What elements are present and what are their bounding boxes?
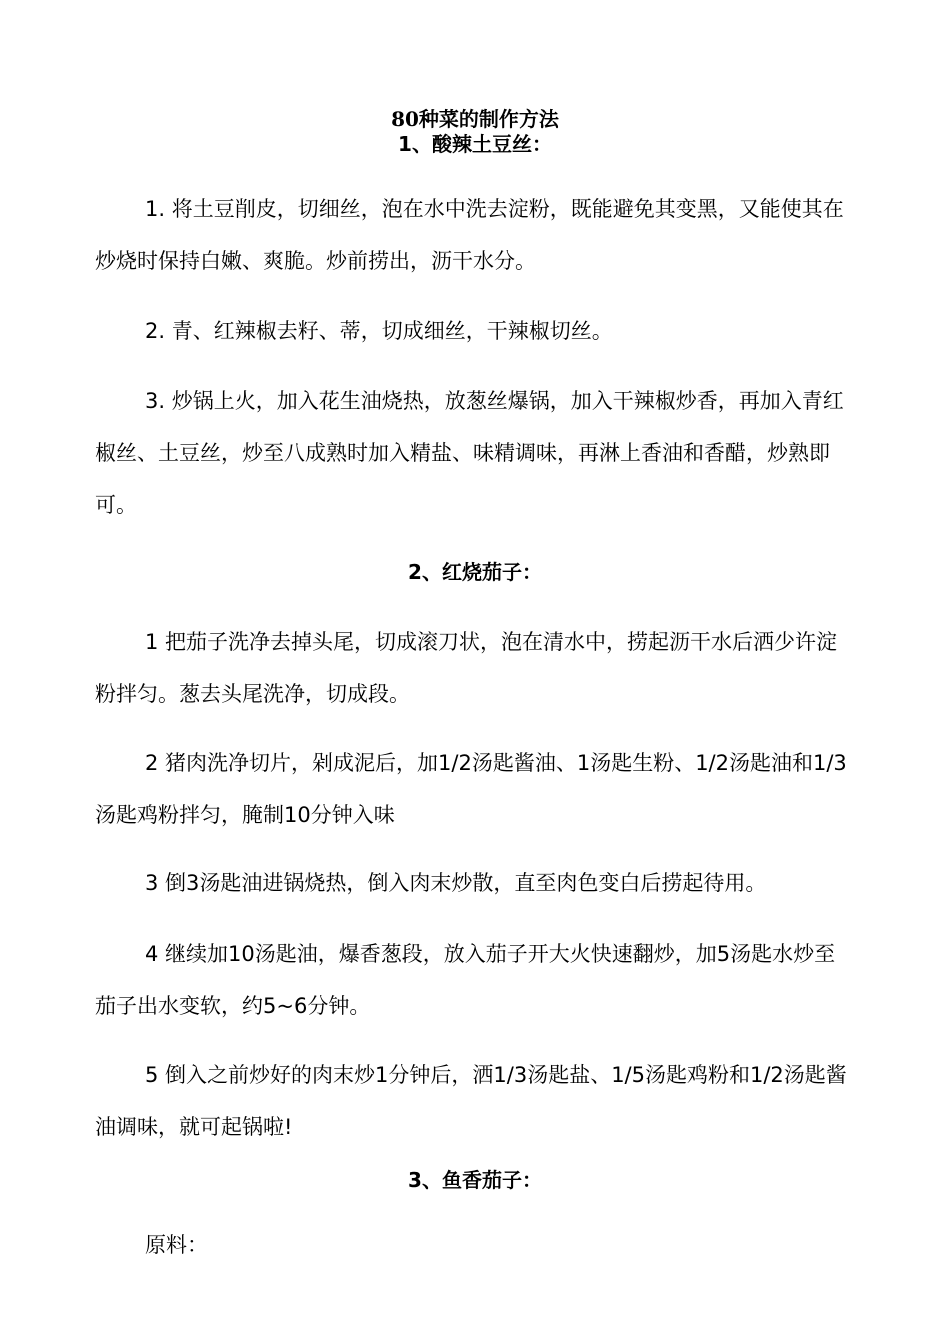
section-2-step-3: 3 倒3汤匙油进锅烧热，倒入肉末炒散，直至肉色变白后捞起待用。: [145, 871, 767, 895]
section-1-step-1: 1. 将土豆削皮，切细丝，泡在水中洗去淀粉，既能避免其变黑，又能使其在炒烧时保持白嫩、爽脆。炒前捞出，沥干水分。: [95, 197, 844, 273]
section-2-step-4: 4 继续加10汤匙油，爆香葱段，放入茄子开大火快速翻炒，加5汤匙水炒至茄子出水变软，约5~6分钟。: [95, 942, 836, 1018]
section-2-step-5: 5 倒入之前炒好的肉末炒1分钟后，洒1/3汤匙盐、1/5汤匙鸡粉和1/2汤匙酱油调味，就可起锅啦!: [95, 1063, 847, 1139]
section-heading-3: 3、鱼香茄子：: [408, 1168, 542, 1192]
section-1-step-3: 3. 炒锅上火，加入花生油烧热，放葱丝爆锅，加入干辣椒炒香，再加入青红椒丝、土豆丝，炒至八成熟时加入精盐、味精调味，再淋上香油和香醋，炒熟即可。: [95, 389, 844, 517]
section-1-step-2: 2. 青、红辣椒去籽、蒂，切成细丝，干辣椒切丝。: [145, 319, 613, 343]
section-heading-1: 1、酸辣土豆丝：: [398, 132, 552, 156]
ingredients-label: 原料：: [145, 1233, 208, 1257]
section-2-step-2: 2 猪肉洗净切片，剁成泥后，加1/2汤匙酱油、1汤匙生粉、1/2汤匙油和1/3汤匙鸡粉拌匀，腌制10分钟入味: [95, 751, 847, 827]
section-2-step-1: 1 把茄子洗净去掉头尾，切成滚刀状，泡在清水中，捞起沥干水后洒少许淀粉拌匀。葱去头尾洗净，切成段。: [95, 630, 838, 706]
document-title: 80种菜的制作方法: [391, 107, 559, 131]
section-heading-2: 2、红烧茄子：: [408, 560, 542, 584]
